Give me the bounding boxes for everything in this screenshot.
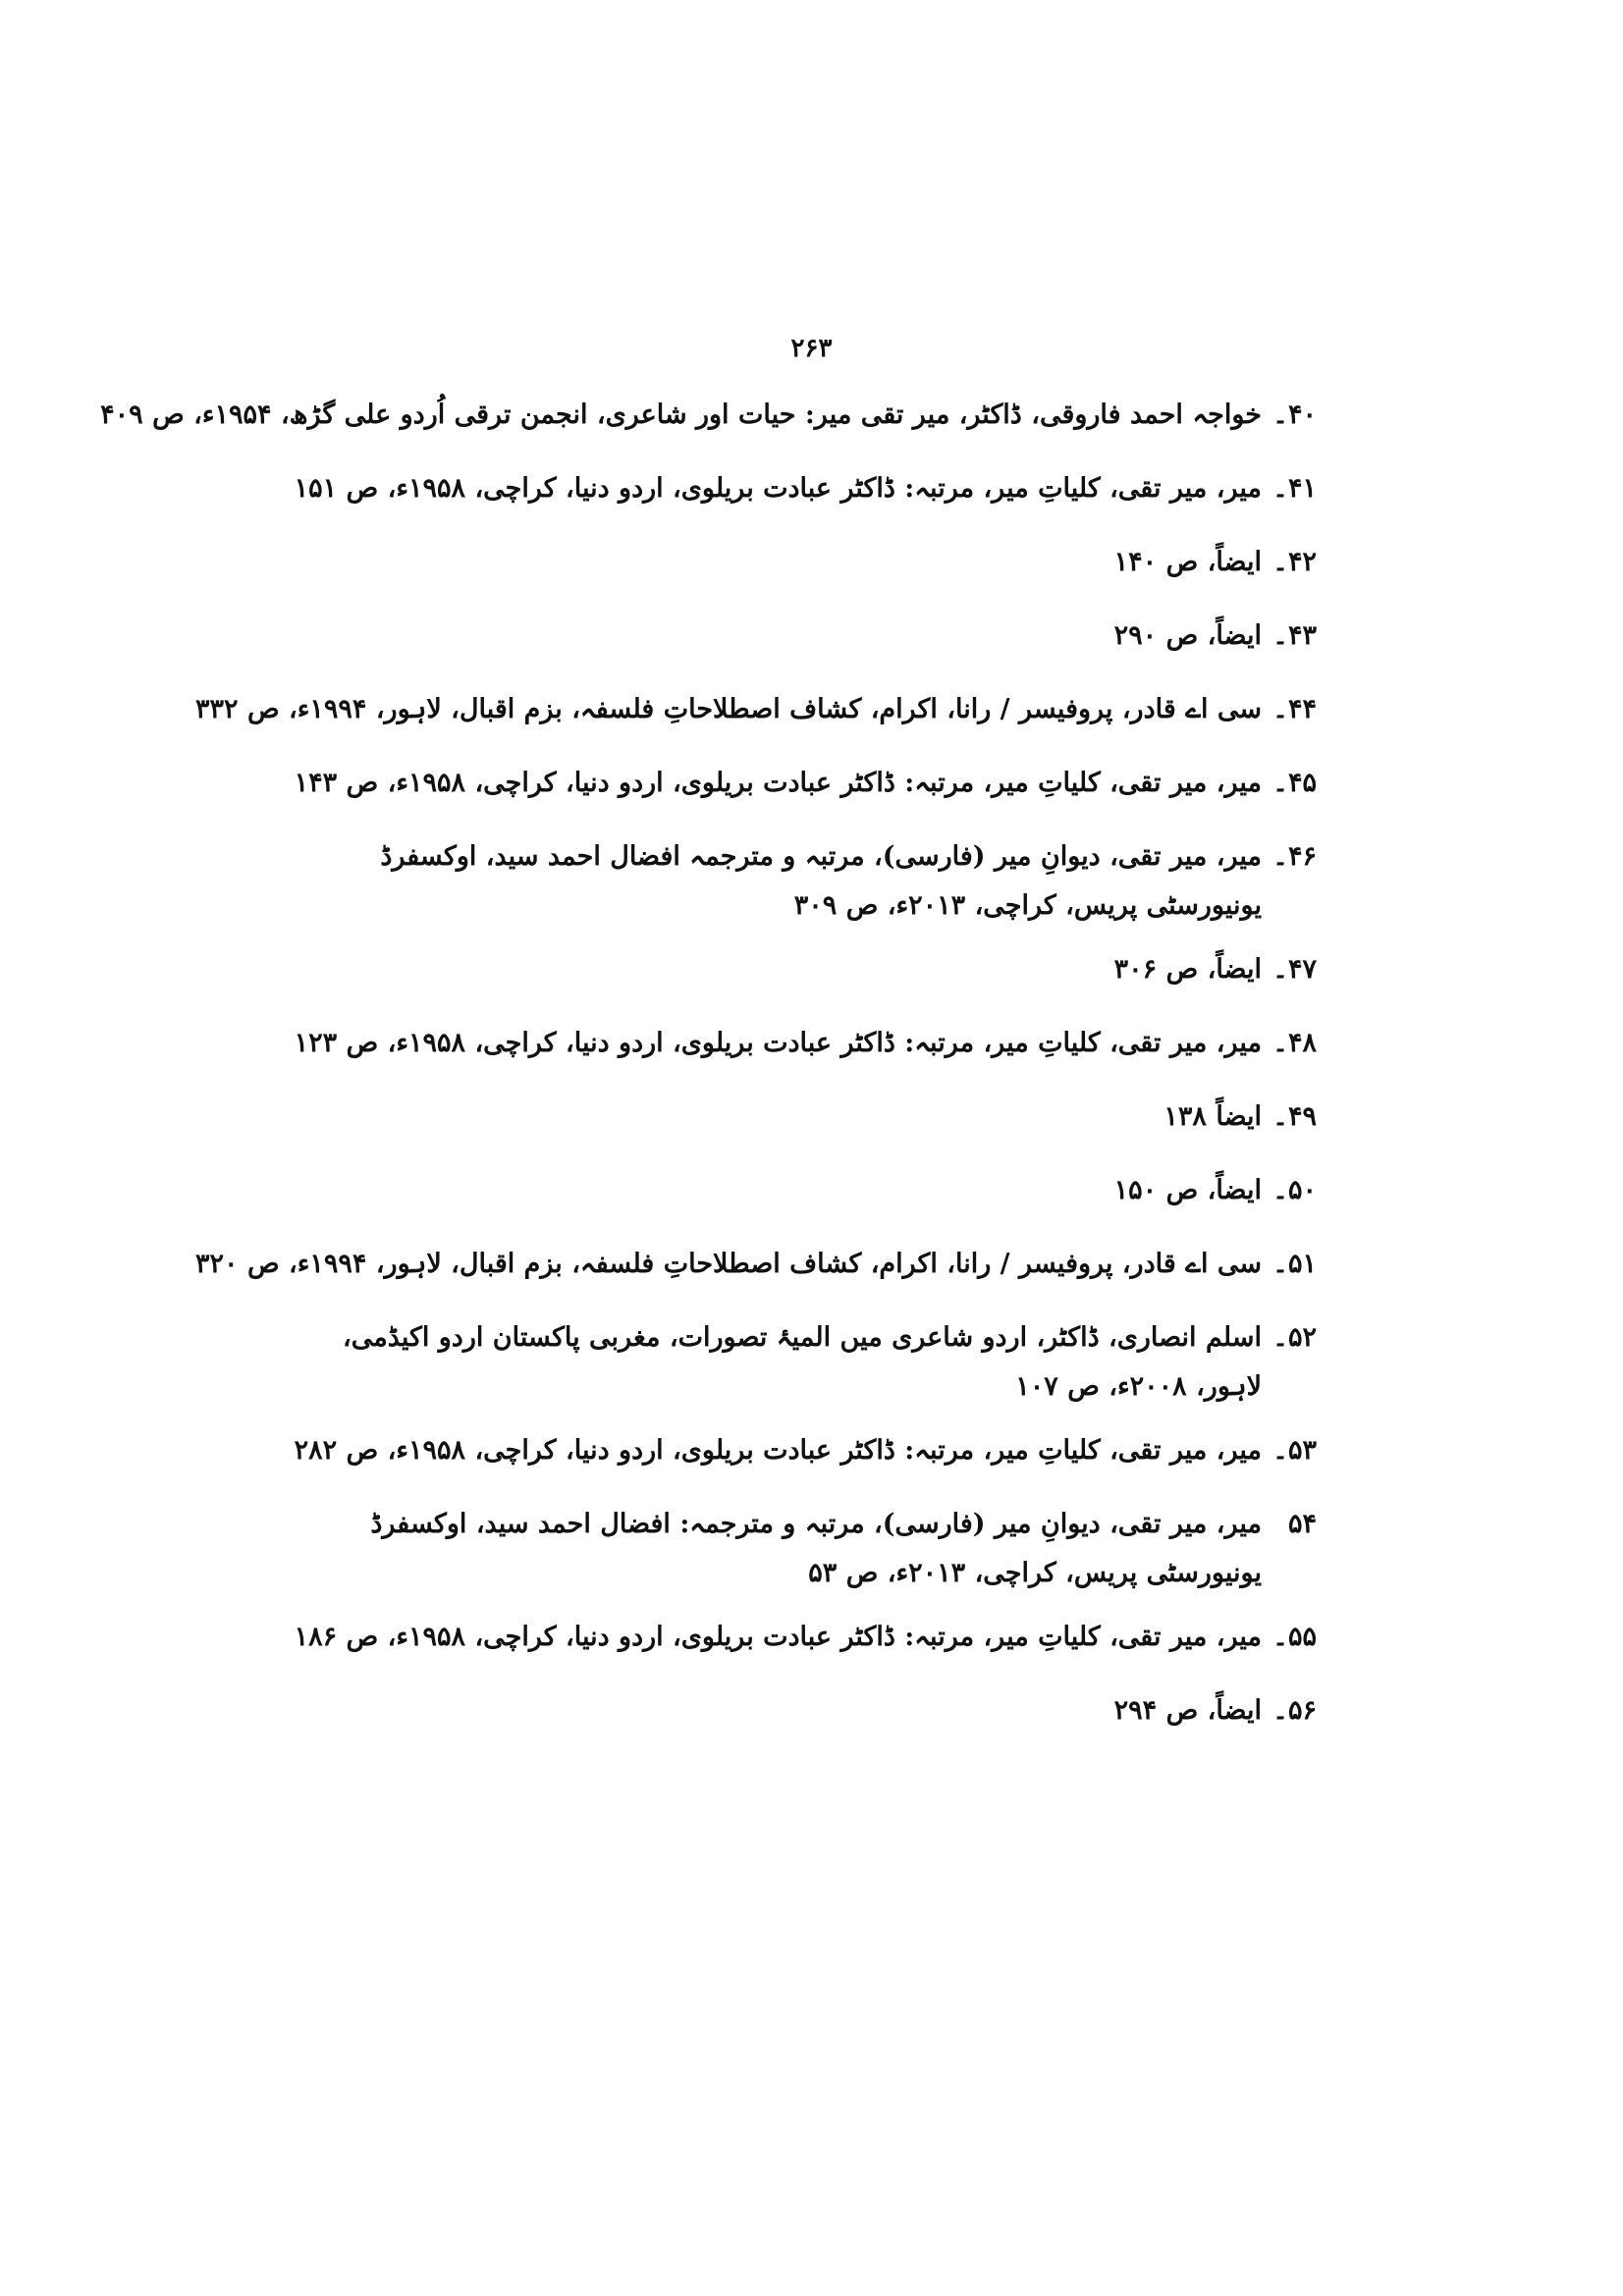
endnote-text: سی اے قادر، پروفیسر / رانا، اکرام، کشاف اصطلاحاتِ فلسفہ، بزم اقبال، لاہور، ۱۹۹۴ء، ص ۳۲۰	[195, 1249, 1262, 1279]
endnote-number: ۴۰۔	[1272, 400, 1317, 430]
endnote-number: ۴۶۔	[1272, 841, 1317, 872]
endnote-number: ۵۴	[1287, 1509, 1317, 1539]
endnote-item	[323, 1500, 1317, 1598]
endnote-item	[294, 1613, 1317, 1662]
endnote-number: ۵۱۔	[1272, 1249, 1317, 1279]
endnote-number: ۴۵۔	[1272, 768, 1317, 798]
endnote-item	[323, 1686, 1317, 1735]
endnote-item	[294, 1426, 1317, 1475]
endnote-text: میر، میر تقی، کلیاتِ میر، مرتبہ: ڈاکٹر عبادت بریلوی، اردو دنیا، کراچی، ۱۹۵۸ء، ص ۲۸۲	[294, 1435, 1262, 1466]
endnote-number: ۴۹۔	[1272, 1101, 1317, 1132]
endnote-text: میر، میر تقی، کلیاتِ میر، مرتبہ: ڈاکٹر عبادت بریلوی، اردو دنیا، کراچی، ۱۹۵۸ء، ص ۱۴۳	[294, 768, 1262, 798]
endnote-text: اسلم انصاری، ڈاکٹر، اردو شاعری میں المیۂ تصورات، مغربی پاکستان اردو اکیڈمی، لاہور، ۲۰۰۸ء، ص ۱۰۷	[343, 1322, 1262, 1402]
endnote-item	[294, 464, 1317, 513]
endnote-text: ایضاً، ص ۳۰۶	[1113, 954, 1262, 985]
endnote-item	[323, 1166, 1317, 1215]
page-number: ۲۶۳	[790, 334, 833, 363]
endnote-text: خواجہ احمد فاروقی، ڈاکٹر، میر تقی میر: حیات اور شاعری، انجمن ترقی اُردو علی گڑھ، ۱۹۵۴ء، ص ۴۰۹	[100, 400, 1262, 430]
endnote-number: ۵۳۔	[1272, 1435, 1317, 1466]
endnote-text: ایضاً ۱۳۸	[1163, 1101, 1262, 1132]
endnote-item	[195, 685, 1317, 734]
endnote-number: ۴۸۔	[1272, 1028, 1317, 1058]
endnote-item	[294, 1019, 1317, 1068]
endnote-number: ۵۰۔	[1272, 1175, 1317, 1205]
endnote-item	[323, 612, 1317, 661]
endnote-text: میر، میر تقی، دیوانِ میر (فارسی)، مرتبہ و مترجمہ افضال احمد سید، اوکسفرڈ یونیورسٹی پریس، کراچی، ۲۰۱۳ء، ص ۳۰۹	[380, 841, 1262, 921]
endnote-text: میر، میر تقی، کلیاتِ میر، مرتبہ: ڈاکٹر عبادت بریلوی، اردو دنیا، کراچی، ۱۹۵۸ء، ص ۱۸۶	[294, 1622, 1262, 1652]
endnote-text: میر، میر تقی، دیوانِ میر (فارسی)، مرتبہ و مترجمہ: افضال احمد سید، اوکسفرڈ یونیورسٹی پریس، کراچی، ۲۰۱۳ء، ص ۵۳	[370, 1509, 1262, 1588]
endnote-item	[323, 1313, 1317, 1412]
endnote-text: ایضاً، ص ۱۴۰	[1113, 547, 1262, 577]
endnote-number: ۴۷۔	[1272, 954, 1317, 985]
endnote-number: ۴۱۔	[1272, 473, 1317, 504]
endnote-item	[294, 759, 1317, 808]
endnote-number: ۴۳۔	[1272, 620, 1317, 651]
endnote-text: ایضاً، ص ۱۵۰	[1113, 1175, 1262, 1205]
endnote-item	[323, 832, 1317, 931]
endnote-number: ۴۲۔	[1272, 547, 1317, 577]
endnote-item	[100, 391, 1317, 440]
endnote-text: سی اے قادر، پروفیسر / رانا، اکرام، کشاف اصطلاحاتِ فلسفہ، بزم اقبال، لاہور، ۱۹۹۴ء، ص ۳۳۲	[195, 694, 1262, 724]
endnote-number: ۵۲۔	[1272, 1322, 1317, 1353]
endnote-text: ایضاً، ص ۲۹۰	[1113, 620, 1262, 651]
endnote-item	[323, 538, 1317, 587]
endnote-number: ۵۵۔	[1272, 1622, 1317, 1652]
endnotes-list	[100, 391, 1317, 1760]
endnote-text: میر، میر تقی، کلیاتِ میر، مرتبہ: ڈاکٹر عبادت بریلوی، اردو دنیا، کراچی، ۱۹۵۸ء، ص ۱۵۱	[294, 473, 1262, 504]
endnote-item	[195, 1240, 1317, 1289]
endnote-text: میر، میر تقی، کلیاتِ میر، مرتبہ: ڈاکٹر عبادت بریلوی، اردو دنیا، کراچی، ۱۹۵۸ء، ص ۱۲۳	[294, 1028, 1262, 1058]
endnote-text: ایضاً، ص ۲۹۴	[1113, 1695, 1262, 1726]
endnote-item	[323, 945, 1317, 994]
endnote-number: ۵۶۔	[1272, 1695, 1317, 1726]
endnote-number: ۴۴۔	[1272, 694, 1317, 724]
endnote-item	[323, 1093, 1317, 1142]
